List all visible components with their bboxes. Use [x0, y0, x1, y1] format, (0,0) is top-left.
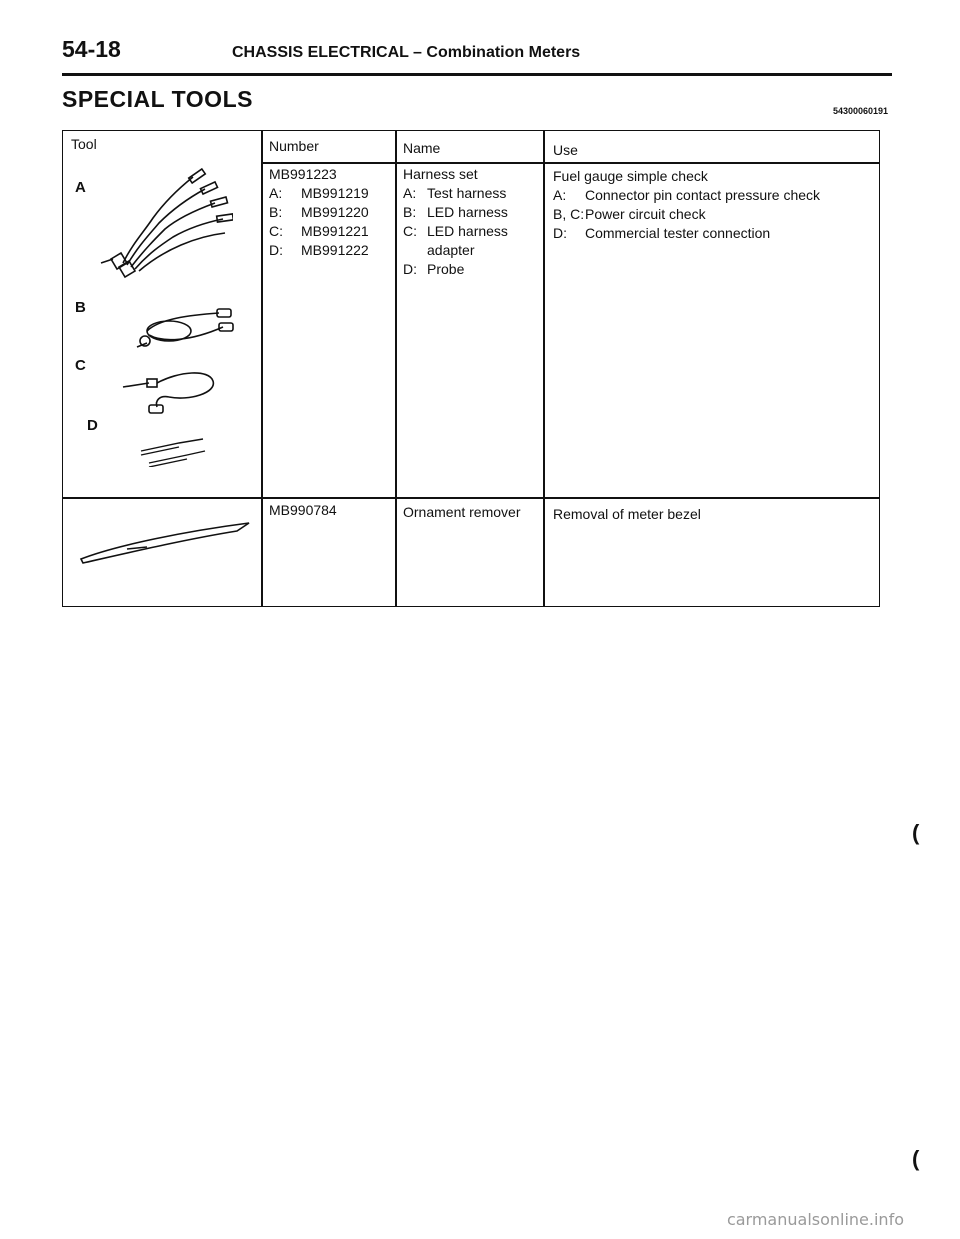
column-divider — [261, 131, 263, 606]
name-cell-ornament-remover: Ornament remover — [403, 504, 521, 520]
number-cell-ornament-remover: MB990784 — [269, 502, 337, 518]
column-divider — [395, 131, 397, 606]
use-line-a: A: Connector pin contact pressure check — [553, 187, 821, 203]
use-line-d: D: Commercial tester connection — [553, 225, 771, 241]
use-line-bc: B, C:Power circuit check — [553, 206, 706, 222]
number-line-c: C: MB991221 — [269, 223, 369, 239]
number-cell-harness-set — [269, 165, 369, 260]
tool-label-a: A — [75, 179, 86, 196]
use-main: Fuel gauge simple check — [553, 168, 708, 184]
row-divider — [63, 497, 879, 499]
name-main: Harness set — [403, 166, 478, 182]
probe-illustration — [139, 437, 209, 467]
name-line-c: C: LED harness — [403, 223, 508, 239]
watermark: carmanualsonline.info — [726, 1210, 904, 1229]
number-main: MB991223 — [269, 166, 337, 182]
number-line-b: B: MB991220 — [269, 204, 369, 220]
header-divider — [261, 162, 879, 164]
section-title: SPECIAL TOOLS — [62, 86, 253, 112]
name-line-d: D: Probe — [403, 261, 465, 277]
name-line-a: A: Test harness — [403, 185, 507, 201]
number-line-a: A: MB991219 — [269, 185, 369, 201]
number-line-d: D: MB991222 — [269, 242, 369, 258]
tool-label-c: C — [75, 357, 86, 374]
name-line-c-cont: adapter — [427, 242, 475, 258]
use-cell-ornament-remover: Removal of meter bezel — [553, 506, 701, 522]
page-header — [62, 36, 892, 76]
tool-label-d: D — [87, 417, 98, 434]
page-number: 54-18 — [62, 36, 121, 62]
binding-mark: ( — [912, 1146, 920, 1171]
header-number: Number — [269, 138, 319, 154]
column-divider — [543, 131, 545, 606]
tool-label-b: B — [75, 299, 86, 316]
chapter-title: CHASSIS ELECTRICAL – Combination Meters — [232, 44, 581, 61]
test-harness-illustration — [93, 163, 233, 283]
header-name: Name — [403, 140, 441, 156]
header-use: Use — [553, 142, 578, 158]
special-tools-table — [62, 130, 880, 607]
binding-mark: ( — [912, 820, 920, 845]
header-rule — [62, 73, 892, 76]
document-code: 54300060191 — [832, 106, 888, 116]
ornament-remover-illustration — [77, 517, 253, 567]
led-harness-adapter-illustration — [119, 361, 229, 417]
name-cell-harness-set — [403, 165, 508, 279]
header-tool: Tool — [71, 136, 97, 152]
name-line-b: B: LED harness — [403, 204, 508, 220]
use-cell-harness-set — [553, 167, 820, 243]
led-harness-illustration — [119, 301, 239, 361]
